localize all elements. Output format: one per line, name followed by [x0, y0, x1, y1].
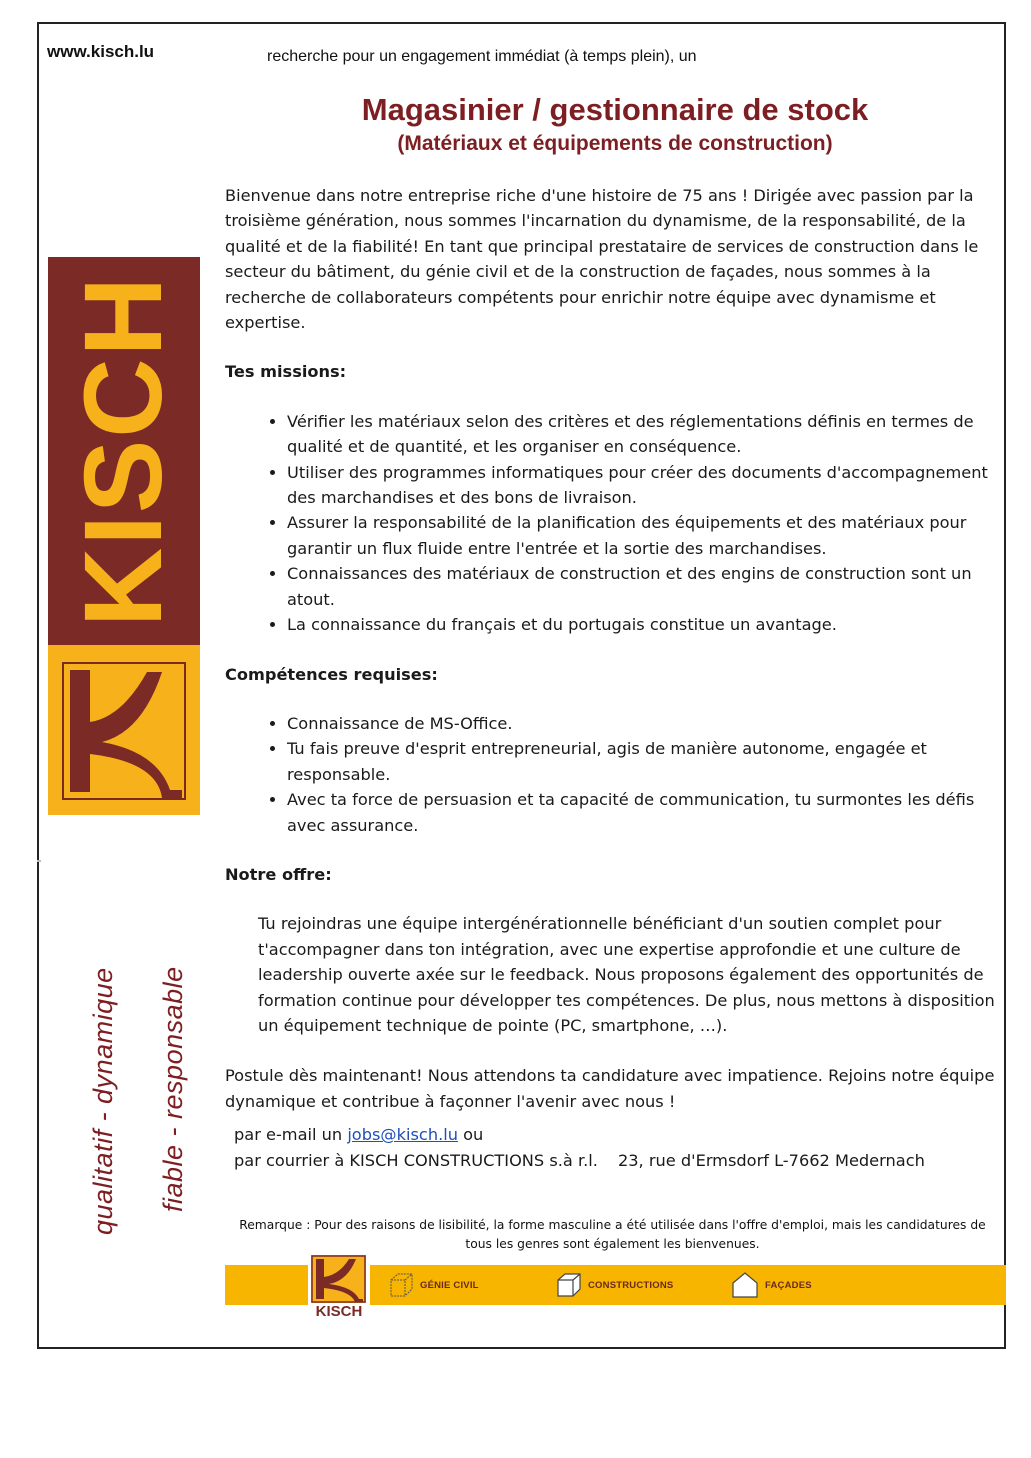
list-item: • Avec ta force de persuasion et ta capacité de communication, tu surmontes les défis avec assurance. [287, 787, 1000, 838]
list-item: • Utiliser des programmes informatiques pour créer des documents d'accompagnement des marchandises et des bons de livraison. [287, 460, 1000, 511]
house-icon [731, 1271, 759, 1299]
list-item: • La connaissance du français et du portugais constitue un avantage. [287, 612, 1000, 637]
remark-note: Remarque : Pour des raisons de lisibilité, la forme masculine a été utilisée dans l'offre d'emploi, mais les candidatures de tous les genres sont également les bienvenues. [239, 1218, 986, 1251]
closing-text: Postule dès maintenant! Nous attendons ta candidature avec impatience. Rejoins notre équipe dynamique et contribue à façonner l'avenir avec nous ! [225, 1066, 995, 1111]
tagline-fiable-responsable: fiable - responsable [158, 966, 188, 1212]
job-title: Magasinier / gestionnaire de stock [361, 92, 869, 127]
email-prefix: par e-mail un [234, 1125, 343, 1145]
cube-icon [556, 1272, 582, 1298]
logo-wordmark: KISCH [62, 274, 185, 628]
list-item: • Connaissance de MS-Office. [287, 711, 1000, 736]
footer-k-logo-icon [311, 1255, 366, 1303]
post-prefix: par courrier à KISCH CONSTRUCTIONS s.à r.l. [234, 1150, 598, 1170]
email-suffix: ou [463, 1125, 484, 1145]
job-description [225, 183, 1000, 1173]
intro-paragraph: Bienvenue dans notre entreprise riche d'une histoire de 75 ans ! Dirigée avec passion par la troisième génération, nous sommes l'incarnation du dynamisme, de la responsabilité, de la qualité et de la fiabilité! En tant que principal prestataire de services de construction dans le secteur du bâtiment, du génie civil et de la construction de façades, nous sommes à la recherche de collaborateurs compétents pour enrichir notre équipe avec dynamisme et expertise. [225, 186, 979, 333]
offer-text: Tu rejoindras une équipe intergénérationnelle bénéficiant d'un soutien complet pour t'accompagner dans ton intégration, avec une expertise approfondie et une culture de leadership ouverte axée sur le feedback. Nous proposons également des opportunités de formation continue pour développer tes compétences. De plus, nous mettons à disposition un équipement technique de pointe (PC, smartphone, …). [258, 914, 995, 1035]
frame-tick [37, 860, 41, 862]
list-item: • Tu fais preuve d'esprit entrepreneurial, agis de manière autonome, engagée et responsable. [287, 736, 1000, 787]
missions-list [225, 409, 1000, 638]
footer-item-facades [731, 1272, 812, 1298]
kisch-k-logo-icon [62, 662, 186, 800]
email-link[interactable]: jobs@kisch.lu [347, 1125, 458, 1145]
post-address: 23, rue d'Ermsdorf L-7662 Medernach [617, 1150, 925, 1170]
wireframe-cube-icon [388, 1272, 414, 1298]
tagline-qualitatif-dynamique: qualitatif - dynamique [88, 967, 118, 1235]
website-url: www.kisch.lu [47, 42, 155, 61]
missions-heading: Tes missions: [225, 362, 347, 382]
footer-logo [308, 1255, 370, 1323]
contact-email-line [225, 1122, 1000, 1173]
footer-label: CONSTRUCTIONS [588, 1279, 674, 1291]
intro-line: recherche pour un engagement immédiat (à temps plein), un [267, 48, 697, 65]
list-item: • Vérifier les matériaux selon des critères et des réglementations définis en termes de qualité et de quantité, et les organiser en conséquence. [287, 409, 1000, 460]
list-item: • Connaissances des matériaux de construction et des engins de construction sont un atout. [287, 561, 1000, 612]
skills-list [225, 711, 1000, 838]
sidebar-logo [48, 257, 200, 815]
job-subtitle: (Matériaux et équipements de construction) [397, 132, 833, 155]
footer-logo-text: KISCH [315, 1303, 363, 1320]
footer-item-constructions [556, 1272, 673, 1298]
footer-label: GÉNIE CIVIL [420, 1279, 479, 1291]
skills-heading: Compétences requises: [225, 664, 438, 684]
offer-heading: Notre offre: [225, 864, 332, 884]
list-item: • Assurer la responsabilité de la planification des équipements et des matériaux pour garantir un flux fluide entre l'entrée et la sortie des marchandises. [287, 510, 1000, 561]
footer-label: FAÇADES [765, 1279, 812, 1291]
footer-item-genie-civil [388, 1272, 479, 1298]
